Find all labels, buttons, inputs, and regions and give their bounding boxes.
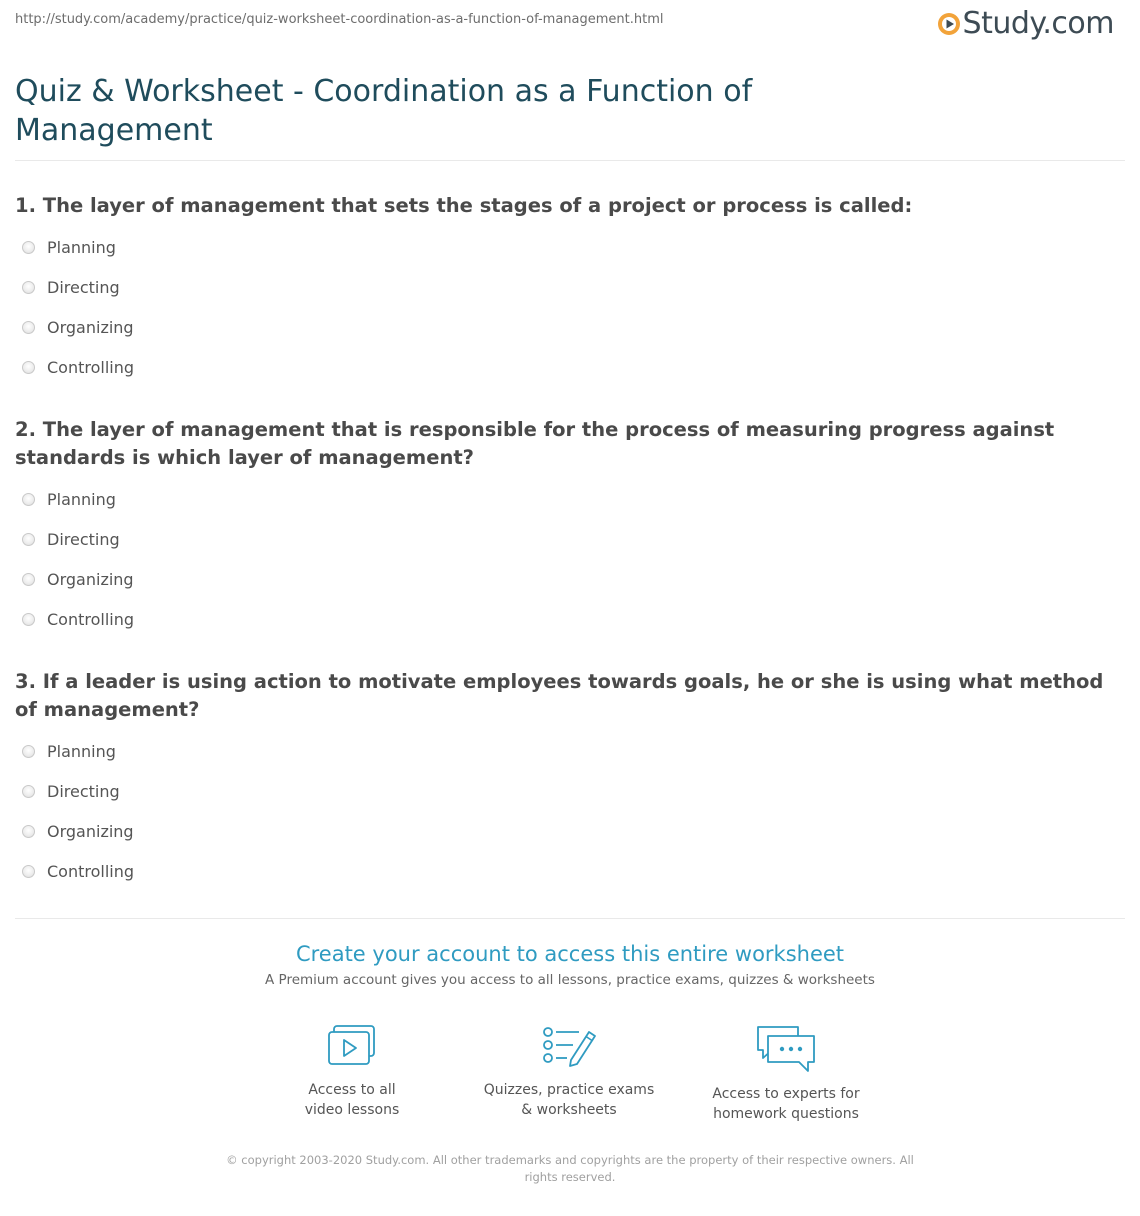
questions-divider (15, 918, 1125, 919)
q1-option-organizing[interactable] (22, 315, 134, 339)
option-label: Organizing (47, 317, 134, 337)
q2-option-controlling[interactable] (22, 607, 134, 631)
q3-option-planning[interactable] (22, 739, 116, 763)
option-label: Directing (47, 781, 120, 801)
feature-label: Quizzes, practice exams & worksheets (483, 1082, 655, 1118)
question-1: 1. The layer of management that sets the stages of a project or process is called: (15, 194, 913, 217)
q3-option-directing[interactable] (22, 779, 120, 803)
radio-button[interactable] (22, 321, 35, 334)
q2-option-directing[interactable] (22, 527, 120, 551)
feature-video-lessons (262, 1024, 442, 1120)
video-lessons-icon (326, 1024, 378, 1070)
title-divider (15, 160, 1125, 161)
cta-subtitle: A Premium account gives you access to all lessons, practice exams, quizzes & worksheets (265, 972, 875, 988)
q2-option-planning[interactable] (22, 487, 116, 511)
question-2: 2. The layer of management that is responsible for the process of measuring progress against standards is which layer of management? (15, 418, 1055, 469)
feature-label: Access to all video lessons (304, 1082, 400, 1118)
play-circle-icon (937, 12, 961, 36)
radio-button[interactable] (22, 613, 35, 626)
radio-button[interactable] (22, 281, 35, 294)
page-title: Quiz & Worksheet - Coordination as a Function of Management (15, 74, 753, 148)
radio-button[interactable] (22, 785, 35, 798)
quiz-checklist-icon (541, 1024, 597, 1070)
option-label: Controlling (47, 357, 135, 377)
study-logo[interactable] (937, 8, 1114, 40)
feature-experts (696, 1024, 876, 1124)
feature-quizzes (479, 1024, 659, 1120)
q1-option-controlling[interactable] (22, 355, 134, 379)
option-label: Organizing (47, 821, 134, 841)
logo-text: Study.com (962, 6, 1114, 41)
copyright-notice: © copyright 2003-2020 Study.com. All other trademarks and copyrights are the property of their respective owners. All rights reserved. (226, 1153, 914, 1184)
question-3: 3. If a leader is using action to motivate employees towards goals, he or she is using what method of management? (15, 670, 1104, 721)
radio-button[interactable] (22, 361, 35, 374)
q2-option-organizing[interactable] (22, 567, 134, 591)
q3-option-organizing[interactable] (22, 819, 134, 843)
q1-option-directing[interactable] (22, 275, 120, 299)
option-label: Organizing (47, 569, 134, 589)
radio-button[interactable] (22, 865, 35, 878)
option-label: Directing (47, 277, 120, 297)
radio-button[interactable] (22, 241, 35, 254)
radio-button[interactable] (22, 573, 35, 586)
option-label: Controlling (47, 609, 135, 629)
option-label: Planning (47, 489, 116, 509)
option-label: Directing (47, 529, 120, 549)
q1-option-planning[interactable] (22, 235, 116, 259)
cta-title-link[interactable]: Create your account to access this entire worksheet (295, 942, 845, 966)
chat-bubbles-icon (754, 1024, 818, 1074)
radio-button[interactable] (22, 493, 35, 506)
radio-button[interactable] (22, 825, 35, 838)
option-label: Planning (47, 741, 116, 761)
radio-button[interactable] (22, 533, 35, 546)
radio-button[interactable] (22, 745, 35, 758)
q3-option-controlling[interactable] (22, 859, 134, 883)
feature-label: Access to experts for homework questions (712, 1086, 860, 1122)
page-url: http://study.com/academy/practice/quiz-worksheet-coordination-as-a-function-of-management.html (15, 12, 664, 27)
option-label: Planning (47, 237, 116, 257)
option-label: Controlling (47, 861, 135, 881)
